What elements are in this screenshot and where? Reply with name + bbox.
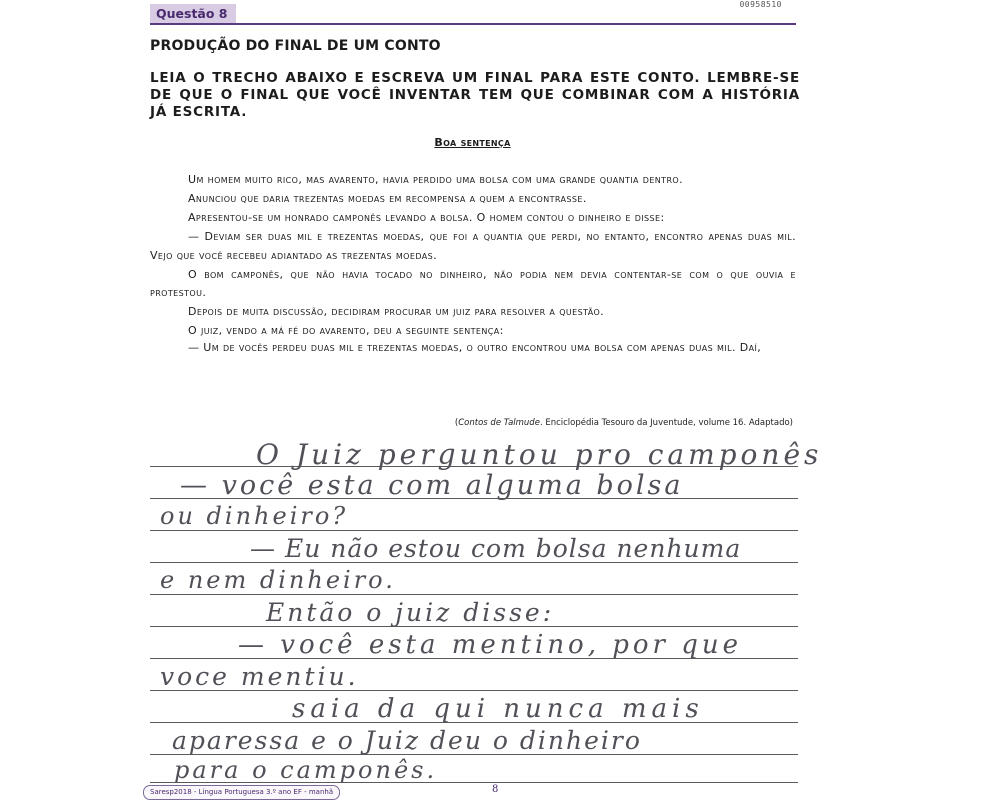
- handwritten-line: saia da qui nunca mais: [292, 694, 704, 724]
- story-paragraph: Um homem muito rico, mas avarento, havia perdido uma bolsa com uma grande quantia dentro.: [188, 173, 684, 186]
- story-paragraph: — Um de vocês perdeu duas mil e trezentas moedas, o outro encontrou uma bolsa com apenas duas mil. Daí,: [188, 341, 762, 354]
- story-paragraph: Anunciou que daria trezentas moedas em recompensa a quem a encontrasse.: [188, 192, 587, 205]
- story-paragraph: Depois de muita discussão, decidiram procurar um juiz para resolver a questão.: [188, 305, 605, 318]
- story-title: Boa sentença: [434, 136, 511, 149]
- question-header: [150, 0, 796, 24]
- section-heading: PRODUÇÃO DO FINAL DE UM CONTO: [150, 38, 441, 54]
- header-divider: [150, 23, 796, 25]
- source-citation: [455, 418, 793, 428]
- handwritten-line: voce mentiu.: [160, 662, 359, 691]
- document-id: 00958510: [739, 0, 782, 9]
- answer-rule: [150, 594, 798, 595]
- answer-lines: [150, 438, 823, 790]
- handwritten-line: para o camponês.: [174, 756, 438, 784]
- source-title: Contos de Talmude: [458, 418, 540, 428]
- handwritten-line: — você esta mentino, por que: [238, 630, 743, 660]
- handwritten-line: O Juiz perguntou pro camponês: [256, 438, 823, 471]
- source-open: (: [454, 418, 459, 428]
- instruction-text: LEIA O TRECHO ABAIXO E ESCREVA UM FINAL PARA ESTE CONTO. LEMBRE-SE DE QUE O FINAL QUE VOCÊ INVENTAR TEM QUE COMBINAR COM A HISTÓRIA JÁ ESCRITA.: [150, 70, 800, 120]
- handwritten-line: Então o juiz disse:: [266, 598, 555, 627]
- handwritten-line: — você esta com alguma bolsa: [180, 470, 684, 501]
- story-paragraph: O bom camponês, que não havia tocado no dinheiro, não podia nem devia contentar-se com o que ouvia e protestou.: [150, 267, 796, 299]
- handwritten-line: — Eu não estou com bolsa nenhuma: [250, 534, 742, 563]
- answer-rule: [150, 530, 798, 531]
- story-paragraph: Apresentou-se um honrado camponês levando a bolsa. O homem contou o dinheiro e disse:: [188, 211, 665, 224]
- source-rest: . Enciclopédia Tesouro da Juventude, volume 16. Adaptado): [539, 418, 793, 428]
- handwritten-line: aparessa e o Juiz deu o dinheiro: [172, 726, 642, 755]
- story-text: [150, 171, 796, 358]
- handwritten-line: e nem dinheiro.: [160, 566, 396, 594]
- question-label: Questão 8: [150, 4, 236, 23]
- story-paragraph: — Deviam ser duas mil e trezentas moedas, que foi a quantia que perdi, no entanto, encontro apenas duas mil. Vejo que você recebeu adiantado as trezentas moedas.: [150, 230, 796, 262]
- footer-caption: Saresp2018 - Língua Portuguesa 3.º ano EF - manhã: [143, 785, 340, 800]
- story-paragraph: O juiz, vendo a má fé do avarento, deu a seguinte sentença:: [188, 323, 504, 337]
- handwritten-line: ou dinheiro?: [160, 502, 349, 530]
- page-number: 8: [492, 784, 499, 795]
